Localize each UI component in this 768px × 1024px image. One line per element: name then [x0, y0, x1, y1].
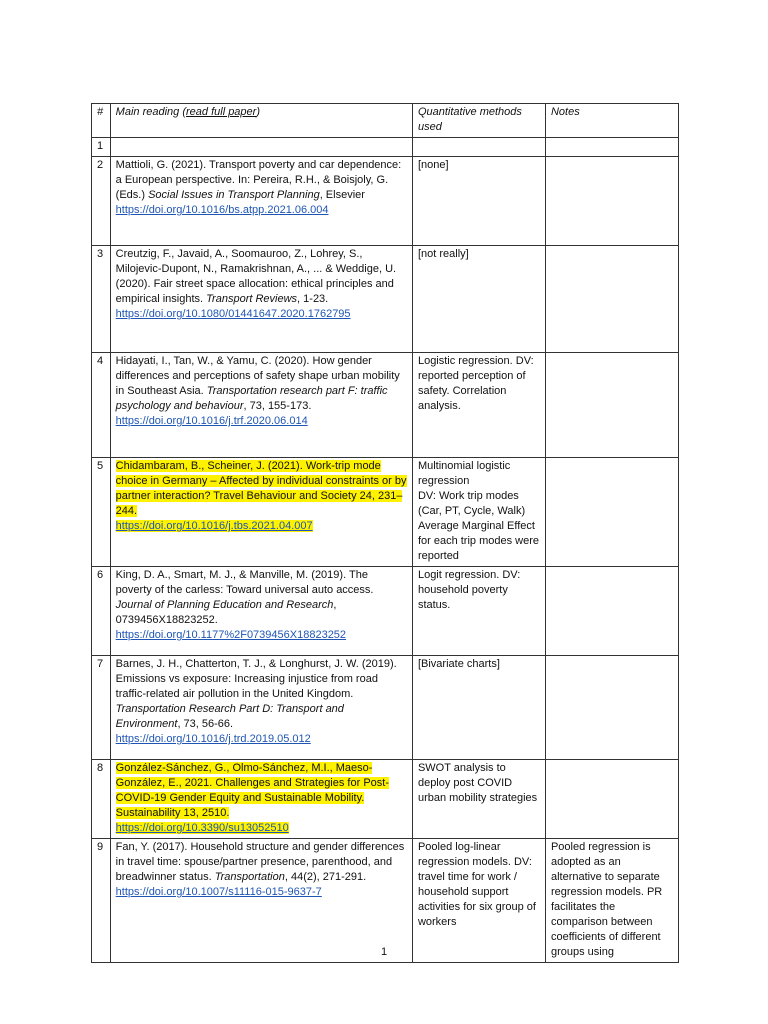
table-header-row	[92, 104, 679, 138]
reading-table	[91, 103, 679, 963]
reference-italic: Social Issues in Transport Planning	[148, 189, 320, 201]
reference-text: , 44(2), 271-291.	[284, 871, 367, 883]
highlighted-reference: Chidambaram, B., Scheiner, J. (2021). Work-trip mode choice in Germany – Affected by individual constraints or by partner interaction? Travel Behaviour and Society 24, 231–244.	[115, 460, 407, 517]
reading-cell	[110, 760, 412, 839]
table-row	[92, 138, 679, 157]
reading-cell	[110, 138, 412, 157]
reading-cell	[110, 656, 412, 760]
table-row	[92, 353, 679, 458]
reference-italic: Transport Reviews	[206, 293, 298, 305]
reference-text: , 73, 155-173.	[243, 400, 312, 412]
reference-text: King, D. A., Smart, M. J., & Manville, M. (2019). The poverty of the carless: Toward universal auto access.	[115, 569, 374, 596]
doi-link[interactable]: https://doi.org/10.1016/j.trd.2019.05.012	[115, 733, 311, 745]
reference-italic: Transportation	[214, 871, 285, 883]
header-reading-suffix: )	[256, 106, 260, 118]
highlighted-reference: González-Sánchez, G., Olmo-Sánchez, M.I., Maeso-González, E., 2021. Challenges and Strategies for Post-COVID-19 Gender Equity and Sustainable Mobility. Sustainability 13, 2510.	[115, 762, 389, 819]
reading-cell	[110, 839, 412, 963]
reference-text: , 73, 56-66.	[177, 718, 234, 730]
header-notes: Notes	[545, 104, 678, 138]
table-row	[92, 246, 679, 353]
table-row	[92, 760, 679, 839]
doi-link[interactable]: https://doi.org/10.1080/01441647.2020.1762795	[115, 308, 351, 320]
reference-text: Mattioli, G. (2021). Transport poverty and car dependence: a European perspective. In: Pereira, R.H., & Boisjoly, G. (Eds.)	[115, 159, 402, 201]
header-methods: Quantitative methods used	[412, 104, 545, 138]
methods-line: DV: Work trip modes (Car, PT, Cycle, Walk)	[417, 490, 526, 517]
row-number: 4	[92, 353, 111, 458]
notes-cell	[545, 246, 678, 353]
table-row	[92, 567, 679, 656]
methods-line: Multinomial logistic regression	[417, 460, 511, 487]
notes-cell: Pooled regression is adopted as an alternative to separate regression models. PR facilitates the comparison between coefficients of different groups using	[545, 839, 678, 963]
reading-cell	[110, 567, 412, 656]
methods-cell: Logit regression. DV: household poverty status.	[412, 567, 545, 656]
methods-cell	[412, 458, 545, 567]
table-row	[92, 157, 679, 246]
reference-text: , Elsevier	[319, 189, 365, 201]
notes-cell	[545, 157, 678, 246]
methods-cell: Logistic regression. DV: reported perception of safety. Correlation analysis.	[412, 353, 545, 458]
reference-text: , 1-23.	[297, 293, 329, 305]
row-number: 1	[92, 138, 111, 157]
methods-cell: [not really]	[412, 246, 545, 353]
row-number: 9	[92, 839, 111, 963]
doi-link[interactable]: https://doi.org/10.1016/j.tbs.2021.04.007	[115, 520, 313, 532]
doi-link[interactable]: https://doi.org/10.1007/s11116-015-9637-7	[115, 886, 322, 898]
doi-link[interactable]: https://doi.org/10.1016/bs.atpp.2021.06.004	[115, 204, 329, 216]
row-number: 6	[92, 567, 111, 656]
notes-cell	[545, 353, 678, 458]
methods-cell	[412, 138, 545, 157]
header-num: #	[92, 104, 111, 138]
reference-italic: Transportation research part F: traffic psychology and behaviour	[115, 385, 388, 412]
notes-cell	[545, 760, 678, 839]
reading-cell	[110, 246, 412, 353]
reference-italic: Journal of Planning Education and Research	[115, 599, 334, 611]
doi-link[interactable]: https://doi.org/10.1177%2F0739456X18823252	[115, 629, 347, 641]
table-row	[92, 458, 679, 567]
page-number: 1	[380, 946, 388, 958]
table-row	[92, 656, 679, 760]
reference-text: Hidayati, I., Tan, W., & Yamu, C. (2020). How gender differences and perceptions of safety shape urban mobility in Southeast Asia.	[115, 355, 400, 397]
methods-cell: [Bivariate charts]	[412, 656, 545, 760]
reading-cell	[110, 157, 412, 246]
notes-cell	[545, 656, 678, 760]
notes-cell	[545, 567, 678, 656]
header-main-reading	[110, 104, 412, 138]
row-number: 3	[92, 246, 111, 353]
table-row	[92, 839, 679, 963]
methods-cell: Pooled log-linear regression models. DV: travel time for work / household support activities for six group of workers	[412, 839, 545, 963]
methods-cell: [none]	[412, 157, 545, 246]
notes-cell	[545, 458, 678, 567]
reference-text: Barnes, J. H., Chatterton, T. J., & Longhurst, J. W. (2019). Emissions vs exposure: Increasing injustice from road traffic-related air pollution in the United Kingdom.	[115, 658, 397, 700]
doi-link[interactable]: https://doi.org/10.1016/j.trf.2020.06.014	[115, 415, 308, 427]
methods-line: Average Marginal Effect for each trip modes were reported	[417, 520, 540, 562]
row-number: 7	[92, 656, 111, 760]
methods-cell: SWOT analysis to deploy post COVID urban mobility strategies	[412, 760, 545, 839]
doi-link[interactable]: https://doi.org/10.3390/su13052510	[115, 822, 289, 834]
header-reading-underlined: read full paper	[186, 106, 257, 118]
reference-text: Fan, Y. (2017). Household structure and gender differences in travel time: spouse/partner presence, parenthood, and breadwinner status.	[115, 841, 405, 883]
reading-cell	[110, 458, 412, 567]
reference-text: Creutzig, F., Javaid, A., Soomauroo, Z., Lohrey, S., Milojevic-Dupont, N., Ramakrishnan, A., ... & Weddige, U. (2020). Fair street space allocation: ethical principles and empirical insights.	[115, 248, 397, 305]
row-number: 8	[92, 760, 111, 839]
notes-cell	[545, 138, 678, 157]
row-number: 5	[92, 458, 111, 567]
reference-text: , 0739456X18823252.	[115, 599, 337, 626]
reference-italic: Transportation Research Part D: Transport and Environment	[115, 703, 344, 730]
header-reading-prefix: Main reading (	[115, 106, 186, 118]
row-number: 2	[92, 157, 111, 246]
reading-cell	[110, 353, 412, 458]
